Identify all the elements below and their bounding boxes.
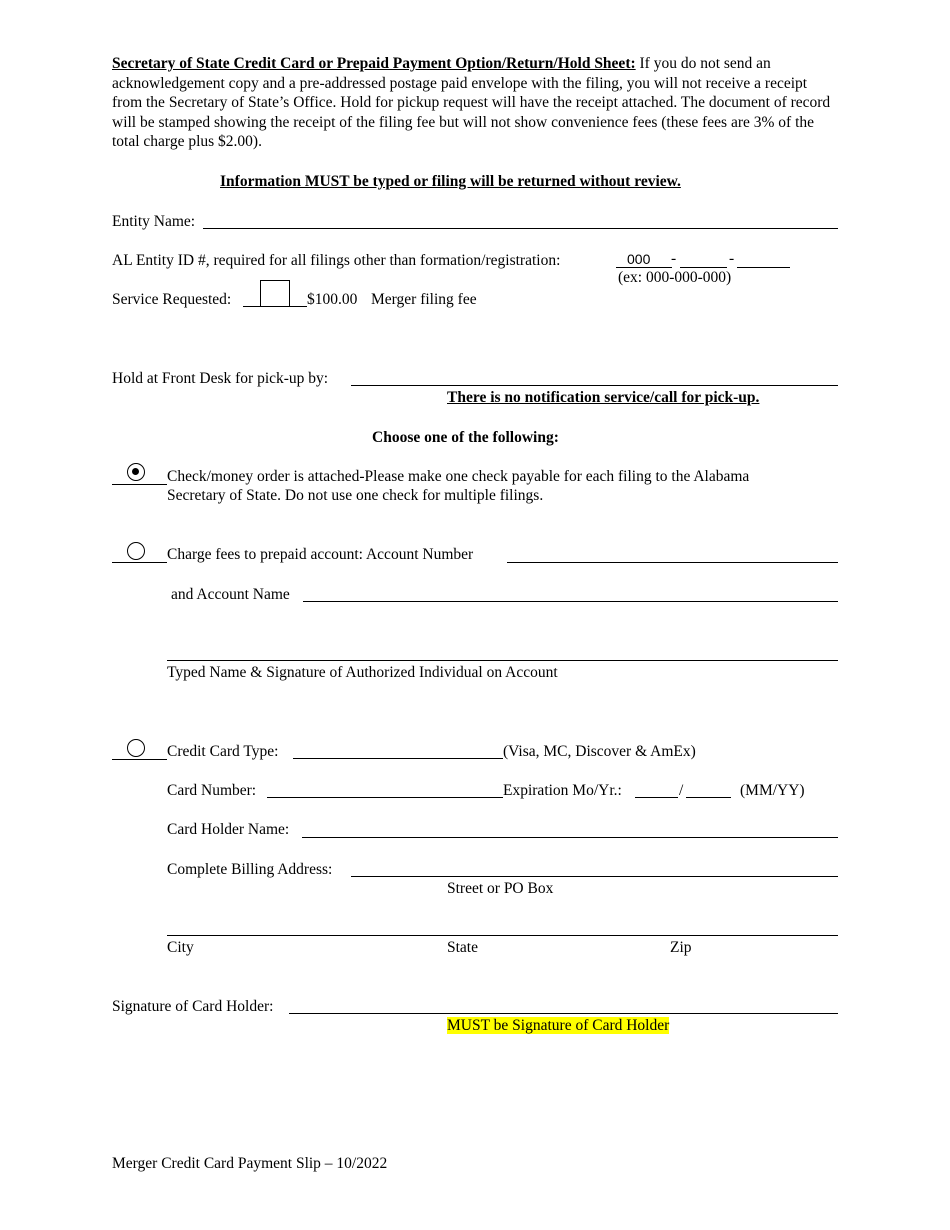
option-card-radio[interactable] (127, 739, 145, 757)
option-check-underline (112, 484, 167, 485)
card-exp-month-underline (635, 797, 678, 798)
prepaid-account-number-underline (507, 562, 838, 563)
card-holder-underline (302, 837, 838, 838)
option-check-line1: Check/money order is attached-Please make one check payable for each filing to the Alabama (167, 468, 750, 485)
card-number-input[interactable] (270, 779, 501, 797)
card-number-label: Card Number: (167, 782, 257, 799)
card-type-input[interactable] (296, 740, 501, 758)
typed-notice: Information MUST be typed or filing will be returned without review. (220, 173, 681, 190)
entity-name-label: Entity Name: (112, 213, 196, 230)
entity-name-underline (203, 228, 838, 229)
card-holder-signature-label: Signature of Card Holder: (112, 998, 274, 1015)
option-prepaid-radio[interactable] (127, 542, 145, 560)
intro-body: If you do not send an acknowledgement copy and a pre-addressed postage paid envelope with the filing, you will not receive a receipt from the Secretary of State’s Office. Hold for pickup request will have the receipt attached. The document of record will be stamped showing the receipt of the filing fee but will not show convenience fees (these fees are 3% of the total charge plus $2.00). (112, 55, 831, 151)
billing-city-state-zip-input[interactable] (170, 917, 836, 935)
entity-id-part3-underline (737, 267, 790, 268)
hold-label: Hold at Front Desk for pick-up by: (112, 370, 329, 387)
choose-heading: Choose one of the following: (372, 429, 559, 446)
card-holder-label: Card Holder Name: (167, 821, 290, 838)
prepaid-account-name-label: and Account Name (171, 586, 290, 603)
entity-id-part1[interactable]: 000 (627, 251, 651, 267)
hold-note: There is no notification service/call for pick-up. (447, 389, 760, 406)
prepaid-account-name-input[interactable] (306, 583, 836, 601)
option-prepaid-underline (112, 562, 167, 563)
service-fee: $100.00 (307, 291, 358, 308)
billing-zip-caption: Zip (670, 939, 692, 956)
intro-heading: Secretary of State Credit Card or Prepaid Payment Option/Return/Hold Sheet: (112, 55, 636, 72)
card-expiration-label: Expiration Mo/Yr.: (503, 782, 622, 799)
card-holder-signature-underline (289, 1013, 838, 1014)
billing-street-input[interactable] (354, 858, 836, 876)
entity-name-input[interactable] (206, 210, 836, 228)
card-holder-signature-input[interactable] (292, 995, 836, 1013)
hold-underline (351, 385, 838, 386)
entity-id-label: AL Entity ID #, required for all filings other than formation/registration: (112, 252, 561, 269)
entity-id-part3-input[interactable] (738, 249, 789, 267)
billing-state-caption: State (447, 939, 478, 956)
prepaid-account-name-underline (303, 601, 838, 602)
card-type-label: Credit Card Type: (167, 743, 279, 760)
billing-city-caption: City (167, 939, 194, 956)
prepaid-signature-input[interactable] (170, 642, 836, 660)
option-card-underline (112, 759, 167, 760)
prepaid-signature-underline (167, 660, 838, 661)
entity-id-part2-input[interactable] (681, 249, 726, 267)
billing-city-state-zip-underline (167, 935, 838, 936)
service-label: Service Requested: (112, 291, 232, 308)
hold-pickup-input[interactable] (354, 367, 836, 385)
billing-address-label: Complete Billing Address: (167, 861, 333, 878)
card-exp-hint: (MM/YY) (740, 782, 805, 799)
card-exp-year-underline (686, 797, 731, 798)
intro-paragraph (112, 54, 840, 152)
option-check-line2: Secretary of State. Do not use one check for multiple filings. (167, 487, 544, 504)
card-number-underline (267, 797, 503, 798)
card-exp-separator: / (679, 782, 684, 799)
signature-note: MUST be Signature of Card Holder (447, 1017, 670, 1034)
merger-fee-checkbox[interactable] (260, 280, 290, 307)
card-holder-input[interactable] (305, 819, 836, 837)
prepaid-account-number-input[interactable] (510, 544, 836, 562)
card-type-underline (293, 758, 503, 759)
card-type-hint: (Visa, MC, Discover & AmEx) (503, 743, 696, 760)
billing-street-underline (351, 876, 838, 877)
entity-id-example: (ex: 000-000-000) (618, 269, 732, 286)
prepaid-signature-label: Typed Name & Signature of Authorized Individual on Account (167, 664, 558, 681)
radio-selected-dot (132, 468, 139, 475)
prepaid-account-number-label: Charge fees to prepaid account: Account Number (167, 546, 474, 563)
option-check-radio[interactable] (127, 463, 145, 481)
service-desc: Merger filing fee (371, 291, 477, 308)
entity-id-sep2: - (729, 250, 735, 267)
footer-text: Merger Credit Card Payment Slip – 10/2022 (112, 1155, 388, 1172)
card-exp-year-input[interactable] (687, 779, 730, 797)
entity-id-sep1: - (671, 250, 677, 267)
card-exp-month-input[interactable] (636, 779, 677, 797)
billing-street-caption: Street or PO Box (447, 880, 554, 897)
